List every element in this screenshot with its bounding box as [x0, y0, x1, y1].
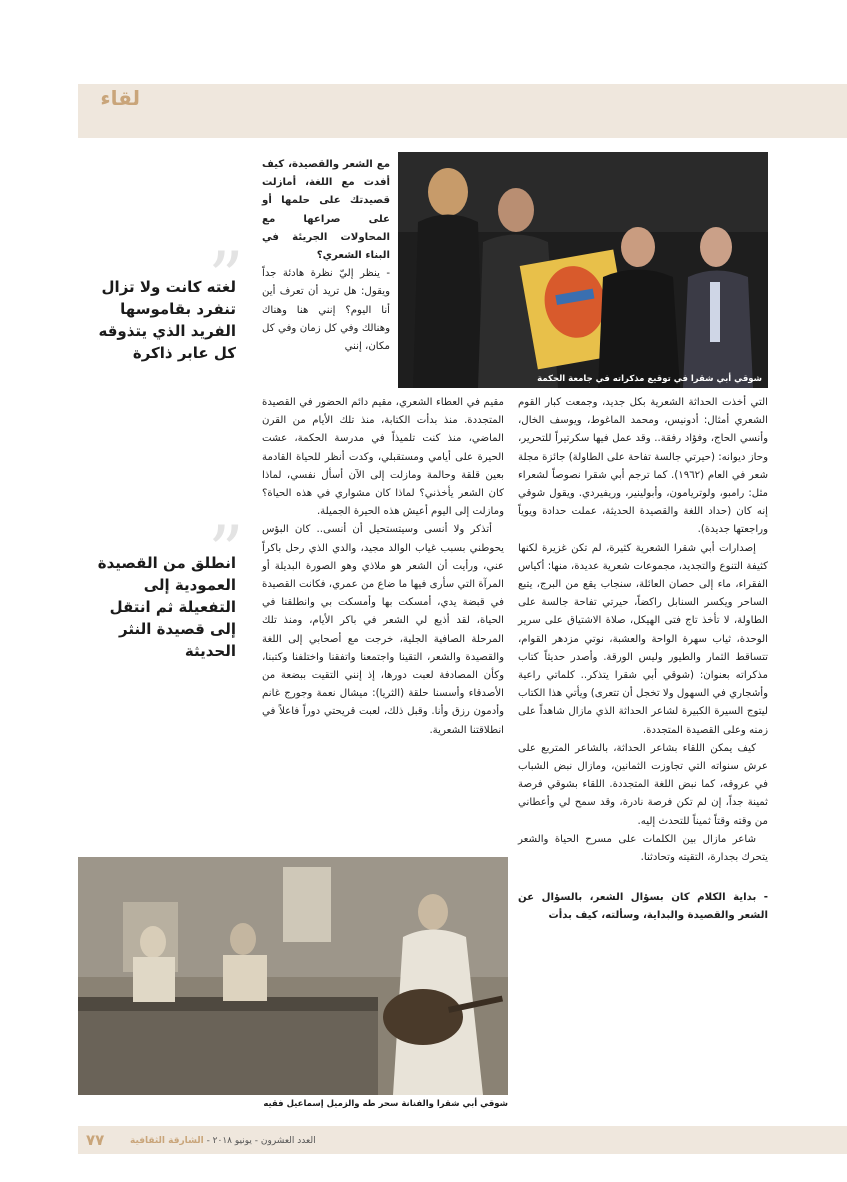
interview-question: مع الشعر والقصيدة، كيف أفدت مع اللغة، أمازلت قصيدتك على حلمها أو على صراعها مع المحاولات الجريئة في البناء الشعري؟	[262, 159, 390, 262]
right-column	[518, 394, 768, 926]
bottom-photo	[78, 857, 508, 1095]
paragraph: إصدارات أبي شقرا الشعرية كثيرة، لم تكن غزيرة لكنها كثيفة التنوع والتجديد، مجموعات شعرية عديدة، منها: أكياس الفقراء، ماء إلى حصان العائلة، سنجاب يقع من البرج، يتبع الساحر ويكسر السنابل راكضاً، حيرتي تفاحة جالسة على الطاولة، لا تأخذ تاج فتى الهيكل، صلاة الاشتياق على سرير الوحدة، ثياب سهرة الواحة والعشبة، نوتي مزدهر القوام، تتساقط الثمار والطيور وليس الورقة. وأصدر حديثاً كتاب مذكراته بعنوان: (شوقي أبي شقرا يتذكر.. كلماتي راعية وأشجاري في السهول ولا تخجل أن تتعرى) ويأتي هذا الكتاب ليتوج السيرة الكبيرة لشاعر الحداثة الذي مازال شاهداً على زمنه وعلى القصيدة المتجددة.	[518, 542, 768, 736]
paragraph: أتذكر ولا أنسى وسيتستحيل أن أنسى.. كان البؤس يحوطني بسبب غياب الوالد مجيد، والدي الذي رحل باكراً عني، ورأيت أن الشعر هو ملاذي وهو الصورة البديلة أو المرآة التي سأرى فيها ما ضاع من عمري، فكانت القصيدة في قبضة يدي، أمسكت بها وأمسكت بي وانطلقنا في الحياة، لقد أذيع لي الشعر في باكر الأيام، ومنذ تلك المرحلة الصافية الجلية، خرجت مع أصحابي إلى اللغة والقصيدة والشعر، التقينا واجتمعنا واتفقنا واختلفنا وكتبنا، وكأن المصادفة لعبت دورها، إذ إنني التقيت ببضعة من الأصدقاء وأسسنا حلقة (الثريا): ميشال نعمة وجورج غانم وأدمون رزق وأنا. وقبل ذلك، لعبت قريحتي دوراً فاعلاً في انطلاقتنا الشعرية.	[262, 524, 504, 736]
footer-issue-text: العدد العشرون - يونيو ٢٠١٨ -	[206, 1136, 316, 1146]
paragraph: شاعر مازال بين الكلمات على مسرح الحياة والشعر يتحرك بجدارة، التقيته وتحادثنا.	[518, 833, 768, 864]
paragraph: - ينظر إليّ نظرة هادئة جداً ويقول: هل تريد أن تعرف أين أنا اليوم؟ إنني هنا وهناك وهنالك وفي كل زمان وفي كل مكان، إنني	[262, 268, 390, 353]
paragraph: التي أخذت الحداثة الشعرية بكل جديد، وجمعت كبار القوم الشعري أمثال: أدونيس، ومحمد الماغوط، ويوسف الخال، وأنسي الحاج، وفؤاد رفقة.. وقد عمل فيها سكرتيراً للتحرير، وحاز ديوانه: (حيرتي جالسة تفاحة على الطاولة) جائزة مجلة شعر في العام (١٩٦٢). كما ترجم أبي شقرا نصوصاً لشعراء مثل: رامبو، ولوتريامون، وأبولينير، وريفيردي. ويقول شوقي إنه كان (حداد اللغة والقصيدة الحديثة، عملت حدادة ويوياً وراجعتها جديدة).	[518, 397, 768, 536]
page-number: ٧٧	[86, 1131, 105, 1149]
left-column-top	[262, 156, 390, 356]
top-photo	[398, 152, 768, 388]
left-column-body	[262, 394, 504, 740]
paragraph: مقيم في العطاء الشعري، مقيم دائم الحضور في القصيدة المتجددة. منذ بدأت الكتابة، منذ تلك الأيام من القرن الماضي، منذ كنت تلميذاً في مدرسة الحكمة، عشت الحيرة على أيامي ومستقبلي، وكدت أنظر للحياة القادمة بعين قلقة وحالمة ومازلت إلى الآن أسأل نفسي، لماذا كان الشعر يأخذني؟ لماذا كان مشواري في هذه الحياة؟ ومازلت إلى اليوم أعيش هذه الحيرة الجميلة.	[262, 397, 504, 518]
pullquote-2: انطلق من القصيدة العمودية إلى التفعيلة ثم انتقل إلى قصيدة النثر الحديثة	[97, 554, 236, 660]
bottom-photo-caption: شوقي أبي شقرا والفنانة سحر طه والزميل إسماعيل فقيه	[263, 1099, 508, 1109]
quote-mark-icon: ”	[208, 237, 244, 319]
top-photo-caption: شوقي أبي شقرا في توقيع مذكراته في جامعة الحكمة	[537, 374, 762, 384]
paragraph: كيف يمكن اللقاء بشاعر الحداثة، بالشاعر المتربع على عرش سنواته التي تجاوزت الثمانين، ومازال نبض الشباب في عروقه، كما نبض اللغة المتجددة. اللقاء بشوقي فرصة ثمينة جداً، إن لم تكن فرصة نادرة، وقد سمح لي وأعطاني من وقته وقتاً ثميناً للتحدث إليه.	[518, 742, 768, 827]
quote-mark-icon: ”	[208, 511, 244, 593]
interview-question: - بداية الكلام كان بسؤال الشعر، بالسؤال عن الشعر والقصيدة والبداية، وسألته، كيف بدأت	[518, 892, 768, 922]
event-photo-illustration	[78, 857, 508, 1095]
section-title: لقاء	[100, 86, 140, 110]
ceremony-photo-illustration	[398, 152, 768, 388]
pullquote-1: لغته كانت ولا تزال تنفرد بقاموسها الفريد الذي يتذوقه كل عابر ذاكرة	[98, 278, 236, 362]
header-band	[78, 84, 847, 138]
magazine-name: الشارقة الثقافية	[130, 1136, 204, 1146]
footer-issue	[130, 1136, 316, 1146]
